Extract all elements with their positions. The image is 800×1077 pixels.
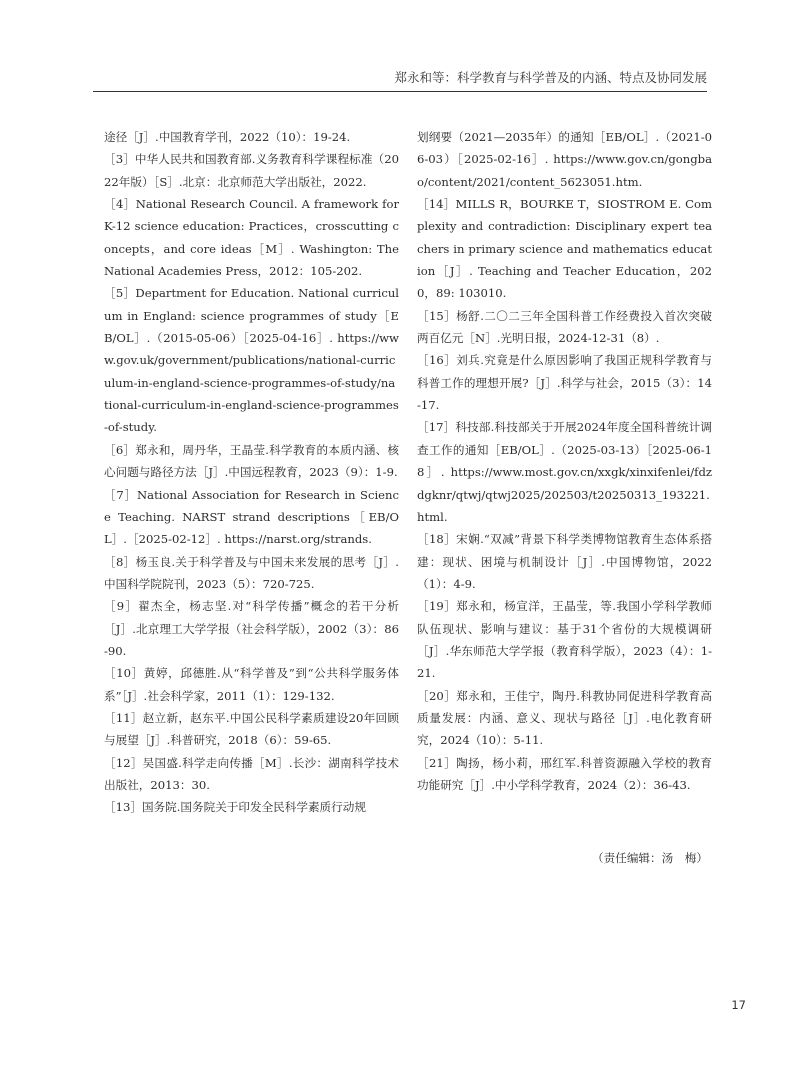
reference-16: ［16］刘兵.究竟是什么原因影响了我国正规科学教育与科普工作的理想开展?［J］.科学与社会，2015（3）：14-17.: [417, 353, 712, 413]
reference-13: ［13］国务院.国务院关于印发全民科学素质行动规: [104, 800, 366, 815]
reference-19: ［19］郑永和，杨宣洋，王晶莹，等.我国小学科学教师队伍现状、影响与建议：基于31个省份的大规模调研［J］.华东师范大学学报（教育科学版），2023（4）：1-21.: [417, 599, 712, 681]
reference-15: ［15］杨舒.二〇二三年全国科普工作经费投入首次突破两百亿元［N］.光明日报，2024-12-31（8）.: [417, 308, 712, 346]
reference-6: ［6］郑永和，周丹华，王晶莹.科学教育的本质内涵、核心问题与路径方法［J］.中国远程教育，2023（9）：1-9.: [104, 442, 399, 480]
reference-3: ［3］中华人民共和国教育部.义务教育科学课程标准（2022年版）［S］.北京：北京师范大学出版社，2022.: [104, 152, 399, 189]
reference-14: ［14］MILLS R，BOURKE T，SIOSTROM E. Complexity and contradiction: Disciplinary expert teachers in primary science and mathematics education［J］. Teaching and Teacher Education，2020，89: 103010.: [417, 197, 712, 301]
reference-10: ［10］黄婷，邱德胜.从“科学普及”到“公共科学服务体系”［J］.社会科学家，2011（1）：129-132.: [104, 666, 399, 703]
reference-11: ［11］赵立新，赵东平.中国公民科学素质建设20年回顾与展望［J］.科普研究，2018（6）：59-65.: [104, 710, 399, 748]
header-rule: [93, 91, 707, 92]
reference-9: ［9］翟杰全，杨志坚.对“科学传播”概念的若干分析［J］.北京理工大学学报（社会科学版），2002（3）：86-90.: [104, 599, 399, 658]
reference-18: ［18］宋娴.“双减”背景下科学类博物馆教育生态体系搭建：现状、困境与机制设计［J］.中国博物馆，2022（1）：4-9.: [417, 532, 712, 591]
reference-20: ［20］郑永和，王佳宁，陶丹.科教协同促进科学教育高质量发展：内涵、意义、现状与路径［J］.电化教育研究，2024（10）：5-11.: [417, 688, 712, 748]
references-left-column: [104, 126, 399, 819]
reference-5: ［5］Department for Education. National curriculum in England: science programmes of study［EB/OL］.（2015-05-06）［2025-04-16］. https://www.gov.uk/government/publications/national-curriculum-in-england-science-programmes-of-study/national-curriculum-in-england-science-programmes-of-study.: [104, 286, 399, 435]
reference-2-continued: 途径［J］.中国教育学刊，2022（10）：19-24.: [104, 130, 351, 144]
references-right-column: [417, 126, 712, 796]
reference-13-continued: 划纲要（2021—2035年）的通知［EB/OL］.（2021-06-03）［2025-02-16］. https://www.gov.cn/gongbao/content/2021/content_5623051.htm.: [417, 130, 712, 189]
reference-17: ［17］科技部.科技部关于开展2024年度全国科普统计调查工作的通知［EB/OL］.（2025-03-13）［2025-06-18］. https://www.most.gov.cn/xxgk/xinxifenlei/fdzdgknr/qtwj/qtwj2025/202503/t20250313_193221.html.: [417, 420, 712, 524]
running-title: 郑永和等：科学教育与科学普及的内涵、特点及协同发展: [394, 70, 707, 85]
reference-8: ［8］杨玉良.关于科学普及与中国未来发展的思考［J］.中国科学院院刊，2023（5）：720-725.: [104, 554, 399, 591]
reference-12: ［12］吴国盛.科学走向传播［M］.长沙：湖南科学技术出版社，2013：30.: [104, 755, 399, 792]
responsible-editor-note: （责任编辑：汤 梅）: [592, 851, 708, 865]
page-number: 17: [731, 998, 746, 1012]
reference-7: ［7］National Association for Research in Science Teaching. NARST strand descriptions［EB/OL］.［2025-02-12］. https://narst.org/strands.: [104, 487, 399, 547]
reference-21: ［21］陶扬，杨小莉，邢红军.科普资源融入学校的教育功能研究［J］.中小学科学教育，2024（2）：36-43.: [417, 755, 712, 792]
reference-4: ［4］National Research Council. A framework for K-12 science education: Practices，crosscutting concepts，and core ideas［M］. Washington: The National Academies Press，2012：105-202.: [104, 197, 399, 279]
